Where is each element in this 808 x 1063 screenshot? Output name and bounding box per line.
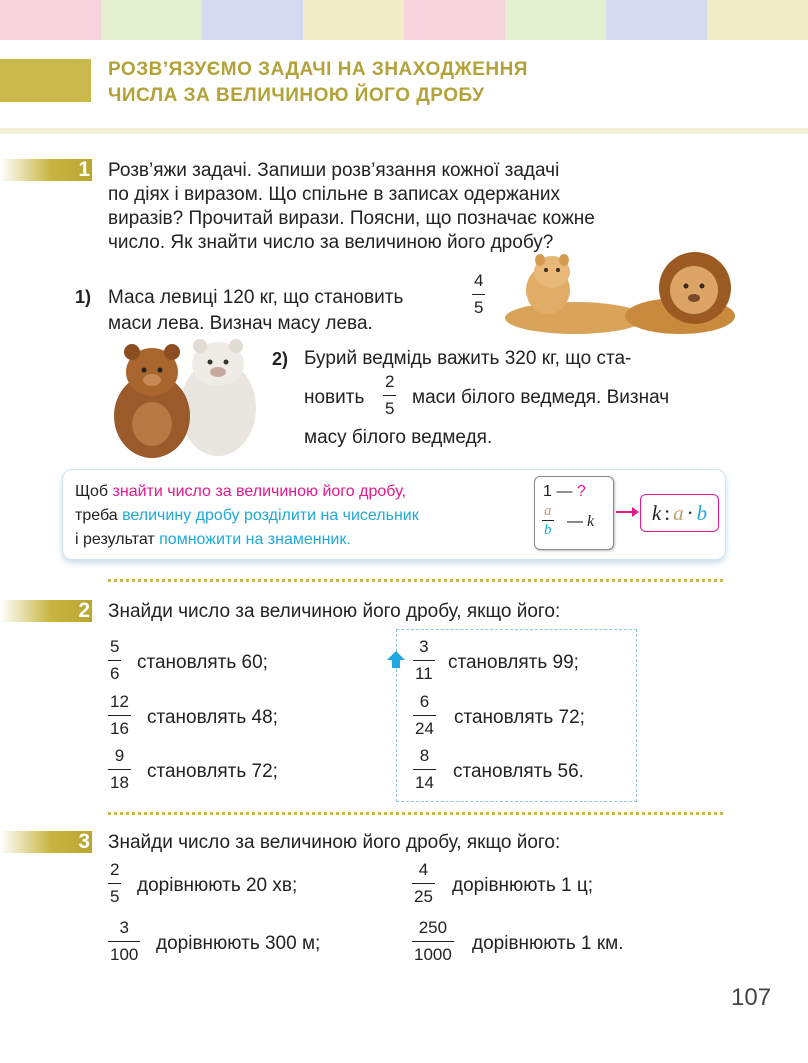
bears-illustration (108, 336, 266, 460)
task-number: 2 (78, 599, 90, 622)
fraction (412, 918, 454, 965)
scheme-row-1 (543, 483, 586, 501)
strip-segment (0, 0, 101, 40)
subtask-label: 2) (272, 349, 289, 369)
page-title (108, 57, 528, 109)
subtask2-line3: масу білого ведмедя. (304, 427, 493, 448)
task2-item-text: становлять 56. (453, 761, 584, 782)
strip-segment (606, 0, 707, 40)
rule-plain: треба (75, 507, 123, 524)
fraction-bar (412, 941, 454, 942)
subtask2-line2b: маси білого ведмедя. Визнач (412, 387, 670, 408)
fraction-denominator: 6 (110, 664, 120, 683)
task-number: 1 (78, 158, 90, 181)
fraction-numerator: a (544, 503, 552, 519)
title-line-2: ЧИСЛА ЗА ВЕЛИЧИНОЮ ЙОГО ДРОБУ (108, 85, 485, 106)
fraction-denominator: 1000 (414, 945, 452, 964)
formula-b: b (696, 501, 708, 525)
fraction (108, 746, 131, 793)
task-marker-1 (0, 159, 92, 181)
subtask-label: 1) (75, 287, 92, 307)
task-marker-2 (0, 600, 92, 622)
subtask1-line2: маси лева. Визнач масу лева. (108, 313, 373, 334)
fraction-numerator: 4 (418, 860, 429, 879)
fraction-numerator: 6 (419, 692, 430, 711)
rule-scheme (534, 476, 614, 550)
rule-plain: і результат (75, 531, 160, 548)
rule-highlight: знайти число за величиною його дробу, (112, 483, 406, 500)
fraction-bar (108, 660, 121, 661)
strip-segment (202, 0, 303, 40)
top-color-strip (0, 0, 808, 40)
task1-line: Розв’яжи задачі. Запиши розв’язання кожної задачі (108, 160, 560, 181)
task3-item-text: дорівнюють 300 м; (156, 933, 321, 954)
strip-segment (505, 0, 606, 40)
task2-item-text: становлять 99; (448, 652, 579, 673)
fraction (413, 692, 436, 739)
formula-a: a (673, 501, 684, 525)
fraction-denominator: 11 (415, 664, 433, 683)
fraction-bar (412, 883, 435, 884)
fraction-numerator: 2 (385, 372, 395, 391)
task2-item-text: становлять 60; (137, 652, 268, 673)
fraction-bar (542, 520, 554, 521)
dotted-divider (108, 579, 723, 582)
fraction-bar (383, 395, 396, 396)
dotted-divider (108, 812, 723, 815)
fraction-bar (108, 883, 121, 884)
rule-line (75, 528, 419, 552)
rule-line (75, 504, 419, 528)
scheme-k: k (587, 513, 595, 530)
fraction (412, 860, 435, 907)
arrow-right-icon (614, 505, 640, 519)
fraction-bar (413, 769, 436, 770)
scheme-fraction (542, 503, 554, 538)
fraction (108, 692, 131, 739)
fraction-denominator: 16 (110, 719, 129, 738)
subtask1-line1: Маса левиці 120 кг, що становить (108, 287, 404, 308)
fraction-denominator: 5 (474, 298, 484, 317)
rule-formula (640, 494, 719, 532)
header-accent-block (0, 59, 91, 102)
fraction-bar (108, 941, 140, 942)
task1-line: виразів? Прочитай вирази. Поясни, що позначає кожне (108, 208, 595, 229)
task1-line: по діях і виразом. Що спільне в записах одержаних (108, 184, 560, 205)
task1-text (108, 159, 595, 255)
header-divider (0, 128, 808, 134)
scheme-question: ? (576, 483, 586, 500)
lions-illustration (500, 250, 740, 342)
fraction-numerator: 4 (474, 271, 484, 290)
fraction-numerator: 2 (110, 860, 120, 879)
rule-line (75, 480, 419, 504)
subtask2-line2a: новить (304, 387, 365, 408)
fraction-numerator: 250 (418, 918, 448, 937)
strip-segment (707, 0, 808, 40)
rule-text (75, 480, 419, 552)
fraction-denominator: 24 (415, 719, 434, 738)
rule-highlight: величину дробу розділити на чисельник (122, 507, 419, 524)
scheme-dash: — (556, 483, 573, 500)
task3-item-text: дорівнюють 20 хв; (137, 875, 298, 896)
fraction-bar (472, 294, 485, 295)
task3-item-text: дорівнюють 1 км. (472, 933, 624, 954)
task1-line: число. Як знайти число за величиною його дробу? (108, 232, 554, 253)
task2-item-text: становлять 48; (147, 707, 278, 728)
page-number: 107 (731, 984, 772, 1011)
scheme-one: 1 (543, 483, 552, 500)
formula-k: k (651, 501, 662, 525)
strip-segment (303, 0, 404, 40)
fraction (413, 637, 435, 684)
task-marker-3 (0, 831, 92, 853)
fraction (108, 860, 121, 907)
strip-segment (101, 0, 202, 40)
scheme-row-2 (567, 513, 594, 531)
crop-mask (100, 966, 500, 978)
fraction-numerator: 9 (114, 746, 125, 765)
scheme-dash: — (567, 513, 583, 530)
rule-highlight: помножити на знаменник. (159, 531, 351, 548)
arrow-up-icon (386, 650, 406, 670)
fraction-numerator: 12 (110, 692, 129, 711)
fraction-bar (108, 715, 131, 716)
fraction-bar (413, 660, 435, 661)
task-number: 3 (78, 830, 90, 853)
fraction-numerator: 3 (419, 637, 429, 656)
fraction-denominator: 5 (385, 399, 395, 418)
fraction (383, 372, 396, 419)
formula-divide: : (664, 501, 671, 525)
fraction-denominator: 100 (110, 945, 139, 964)
fraction-denominator: 25 (414, 887, 433, 906)
task3-item-text: дорівнюють 1 ц; (452, 875, 593, 896)
fraction (472, 271, 485, 318)
fraction-bar (108, 769, 131, 770)
subtask2-line1: Бурий ведмідь важить 320 кг, що ста- (304, 348, 632, 369)
task3-text: Знайди число за величиною його дробу, якщо його: (108, 832, 561, 853)
task2-item-text: становлять 72; (454, 707, 585, 728)
fraction (108, 918, 140, 965)
fraction-denominator: b (544, 522, 552, 538)
fraction-denominator: 18 (110, 773, 129, 792)
fraction-numerator: 5 (110, 637, 120, 656)
strip-segment (404, 0, 505, 40)
fraction-numerator: 3 (119, 918, 129, 937)
fraction (413, 746, 436, 793)
fraction-denominator: 5 (110, 887, 120, 906)
fraction-numerator: 8 (419, 746, 430, 765)
fraction (108, 637, 121, 684)
task2-item-text: становлять 72; (147, 761, 278, 782)
fraction-denominator: 14 (415, 773, 434, 792)
title-line-1: РОЗВ’ЯЗУЄМО ЗАДАЧІ НА ЗНАХОДЖЕННЯ (108, 59, 528, 80)
fraction-bar (413, 715, 436, 716)
task2-text: Знайди число за величиною його дробу, якщо його: (108, 601, 561, 622)
formula-multiply: · (686, 501, 694, 525)
rule-plain: Щоб (75, 483, 113, 500)
